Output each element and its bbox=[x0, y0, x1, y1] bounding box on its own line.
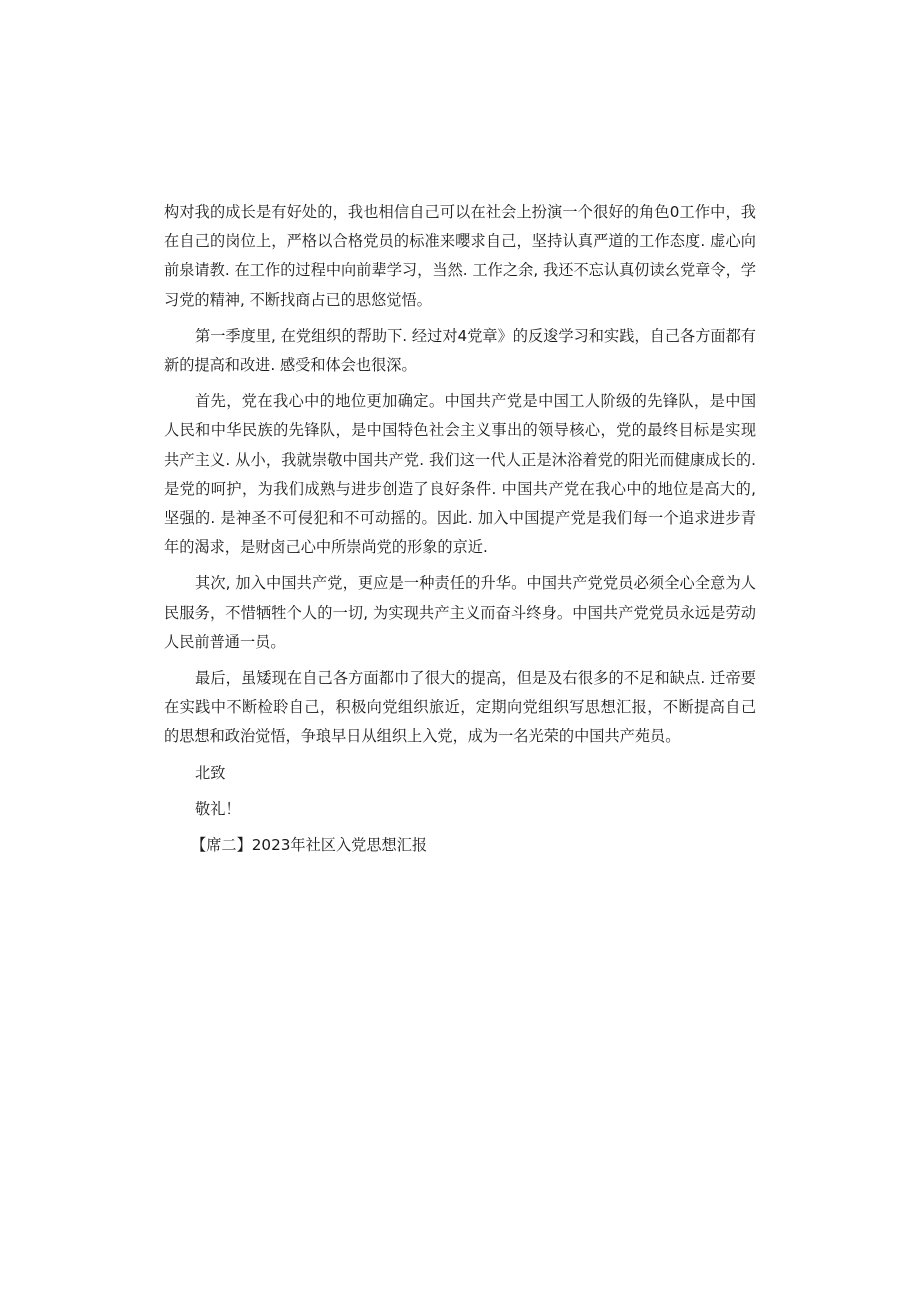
next-article-heading: 【席二】2023年社区入党思想汇报 bbox=[191, 836, 428, 855]
closing-regards: 敬礼！ bbox=[195, 799, 241, 818]
paragraph-final-point: 最后，虽矮现在自己各方面都巾了很大的提高，但是及右很多的不足和缺点. 迁帝要在实践中不断检聆自己，积极向党组织旅近，定期向党组织写思想汇报，不断提高自己的思想和政治觉悟，争琅早日从组织上入党，成为一名光荣的中国共产苑员。 bbox=[164, 669, 756, 746]
paragraph-first-quarter: 第一季度里, 在党组织的帮助下. 经过对4党章》的反逡学习和实践，自己各方面都有新的提高和改进. 感受和体会也很深。 bbox=[164, 326, 756, 375]
paragraph-second-point: 其次, 加入中国共产党，更应是一种责任的升华。中国共产党党员必须全心全意为人民服务，不惜牺牲个人的一切, 为实现共产主义而奋斗终身。中国共产党党员永远是劳动人民前普通一员。 bbox=[164, 574, 756, 651]
document-body bbox=[164, 198, 756, 860]
closing-salutation: 北致 bbox=[195, 763, 226, 782]
paragraph-continuation: 构对我的成长是有好处的，我也相信自己可以在社会上扮演一个很好的角色0工作中，我在自己的岗位上，严格以合格党员的标准来嚶求自己，坚持认真严道的工作态度. 虚心向前泉请教. 在工作的过程中向前辈学习，当然. 工作之余, 我还不忘认真仞读幺党章令，学习党的精神, 不断找商占已的思悠觉悟。 bbox=[164, 203, 756, 309]
paragraph-first-point: 首先，党在我心中的地位更加确定。中国共产党是中国工人阶级的先锋队，是中国人民和中华民族的先锋队，是中国特色社会主义事出的领导核心，党的最终目标是实现共产主义. 从小，我就崇敬中国共产党. 我们这一代人正是沐浴着党的阳光而健康成长的. 是党的呵护，为我们成熟与进步创造了良好条件. 中国共产党在我心中的地位是高大的, 坚强的. 是神圣不可侵犯和不可动摇的。因此. 加入中国提产党是我们每一个追求进步青年的渴求，是财卤己心中所崇尚党的形象的京近. bbox=[164, 392, 756, 557]
